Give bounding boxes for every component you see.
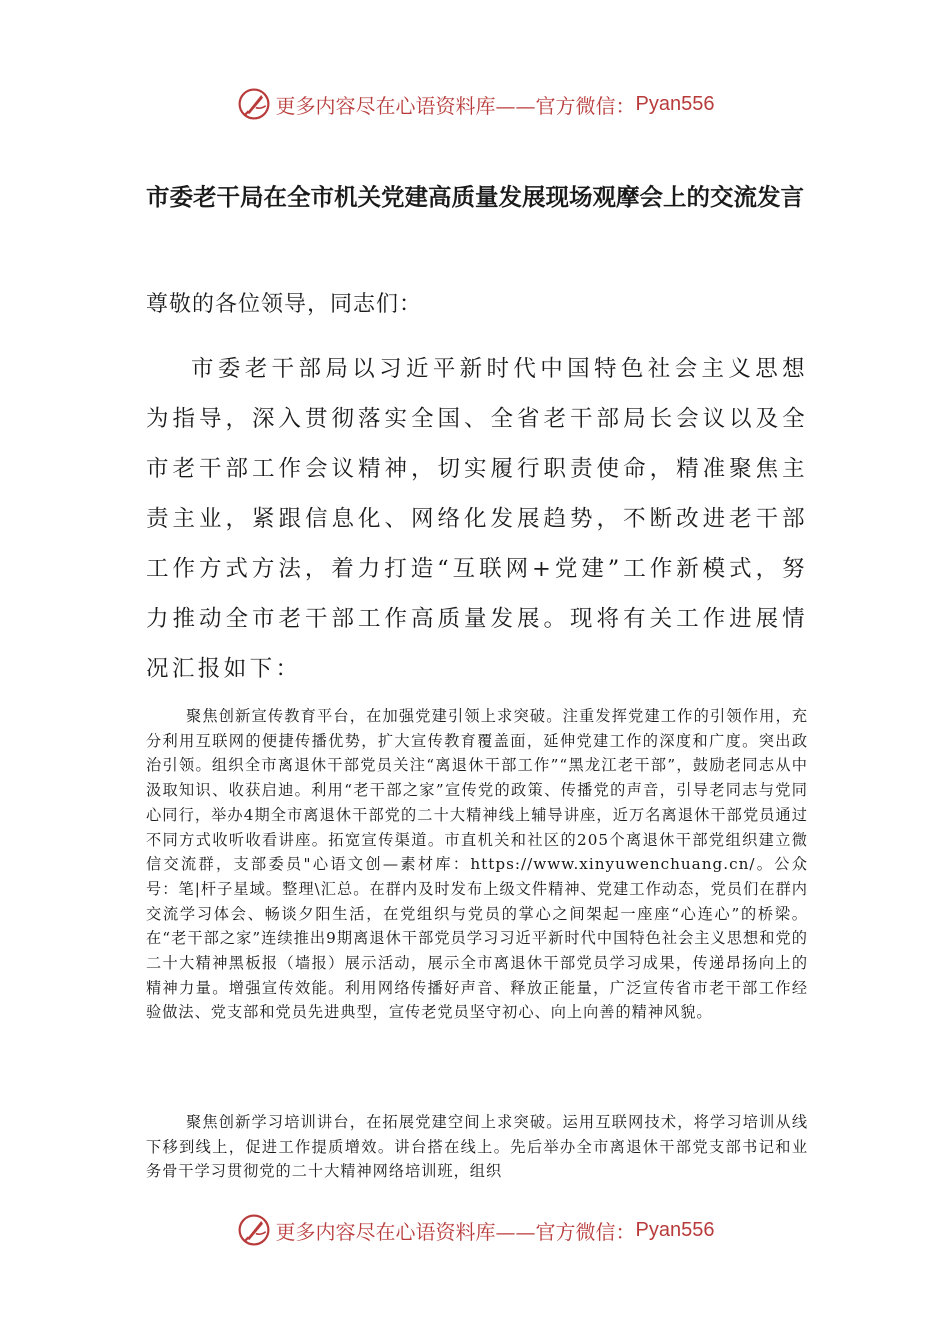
quill-logo-icon bbox=[236, 1212, 272, 1248]
watermark-text: 更多内容尽在心语资料库——官方微信： bbox=[275, 1219, 636, 1244]
quill-logo-icon bbox=[236, 86, 272, 122]
watermark-banner-bottom bbox=[0, 1208, 950, 1252]
watermark-banner-top bbox=[0, 82, 950, 126]
body-paragraph: 聚焦创新宣传教育平台，在加强党建引领上求突破。注重发挥党建工作的引领作用，充分利用互联网的便捷传播优势，扩大宣传教育覆盖面，延伸党建工作的深度和广度。突出政治引领。组织全市离退休干部党员关注“离退休干部工作”“黑龙江老干部”，鼓励老同志从中汲取知识、收获启迪。利用“老干部之家”宣传党的政策、传播党的声音，引导老同志与党同心同行，举办4期全市离退休干部党的二十大精神线上辅导讲座，近万名离退休干部党员通过不同方式收听收看讲座。拓宽宣传渠道。市直机关和社区的205个离退休干部党组织建立微信交流群，支部委员"心语文创—素材库：https://www.xinyuwenchuang.cn/。公众号：笔|杆子星域。整理\汇总。在群内及时发布上级文件精神、党建工作动态，党员们在群内交流学习体会、畅谈夕阳生活，在党组织与党员的掌心之间架起一座座“心连心”的桥梁。在“老干部之家”连续推出9期离退休干部党员学习习近平新时代中国特色社会主义思想和党的二十大精神黑板报（墙报）展示活动，展示全市离退休干部党员学习成果，传递昂扬向上的精神力量。增强宣传效能。利用网络传播好声音、释放正能量，广泛宣传省市老干部工作经验做法、党支部和党员先进典型，宣传老党员坚守初心、向上向善的精神风貌。 bbox=[146, 707, 808, 1022]
lead-paragraph: 市委老干部局以习近平新时代中国特色社会主义思想为指导，深入贯彻落实全国、全省老干部局长会议以及全市老干部工作会议精神，切实履行职责使命，精准聚焦主责主业，紧跟信息化、网络化发展趋势，不断改进老干部工作方式方法，着力打造“互联网+党建”工作新模式，努力推动全市老干部工作高质量发展。现将有关工作进展情况汇报如下： bbox=[146, 356, 808, 682]
document-title: 市委老干局在全市机关党建高质量发展现场观摩会上的交流发言 bbox=[146, 183, 804, 211]
body-paragraph: 聚焦创新学习培训讲台，在拓展党建空间上求突破。运用互联网技术，将学习培训从线下移到线上，促进工作提质增效。讲台搭在线上。先后举办全市离退休干部党支部书记和业务骨干学习贯彻党的二十大精神网络培训班，组织 bbox=[146, 1113, 808, 1181]
watermark-handle: Pyan556 bbox=[635, 92, 715, 115]
watermark-handle: Pyan556 bbox=[635, 1218, 715, 1241]
watermark-text: 更多内容尽在心语资料库——官方微信： bbox=[275, 93, 636, 118]
greeting: 尊敬的各位领导，同志们： bbox=[146, 292, 423, 317]
